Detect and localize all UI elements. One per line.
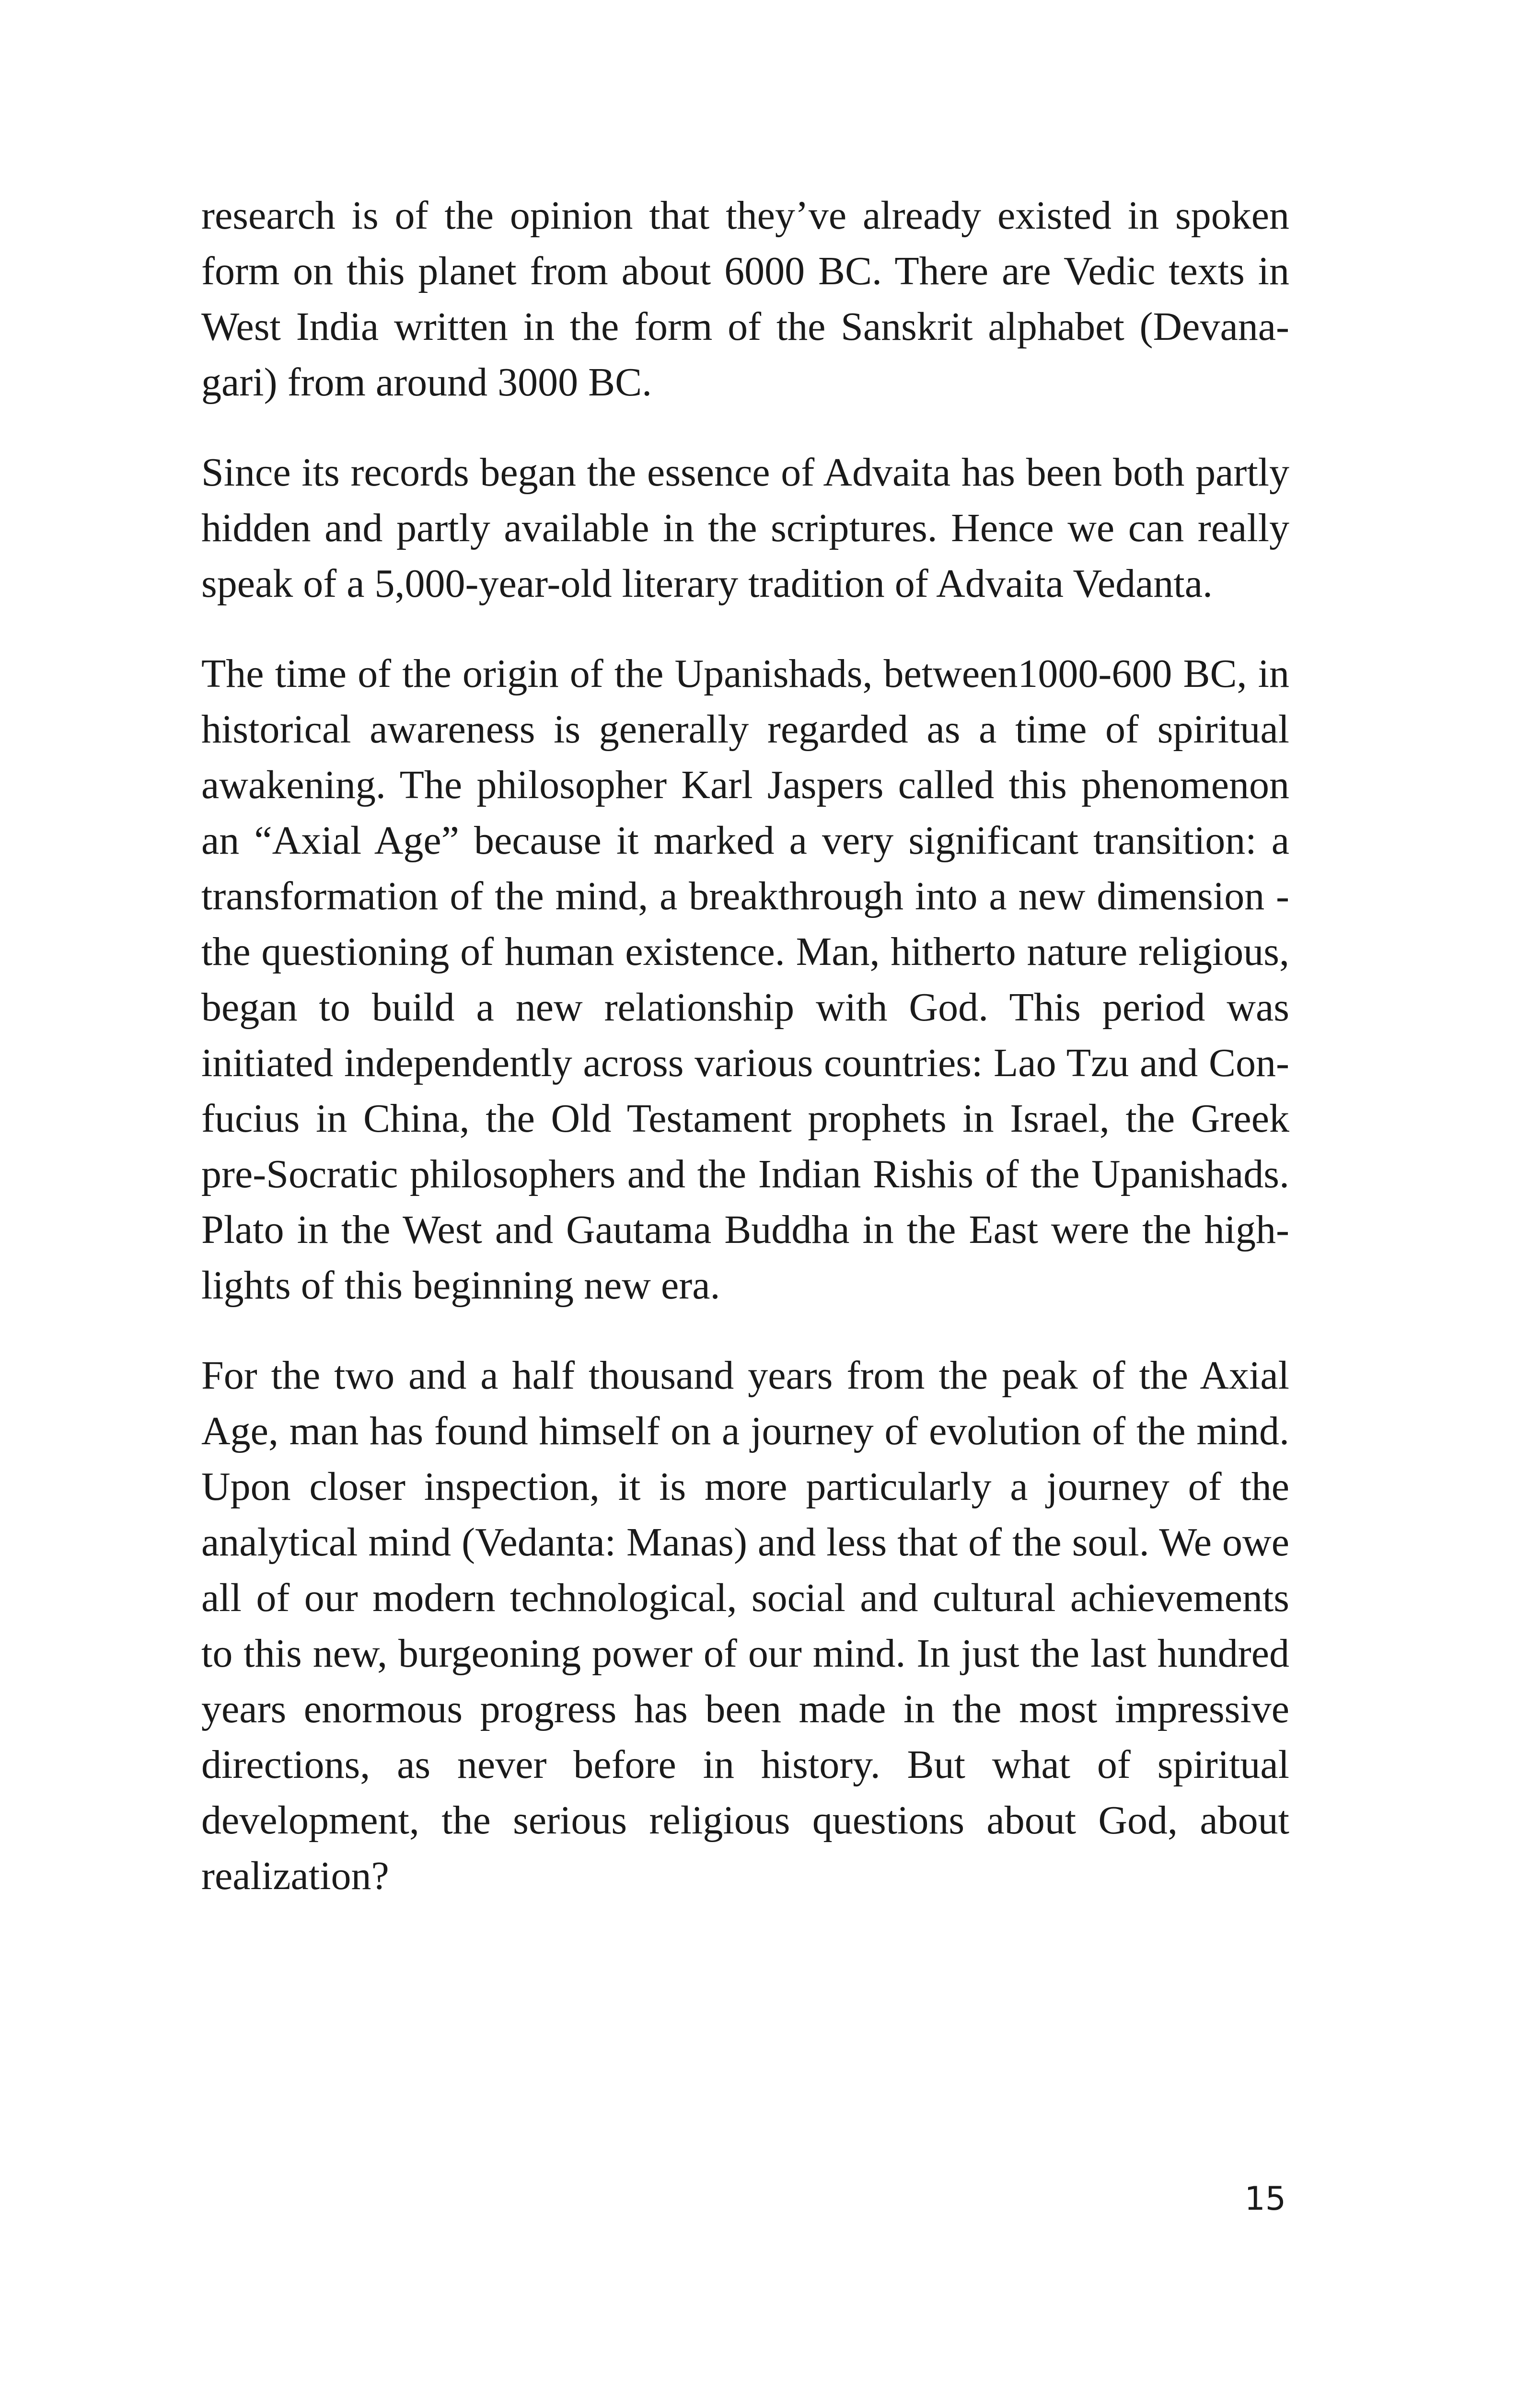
paragraph-4: For the two and a half thousand years from the peak of the Axial Age, man has found himself on a journey of evolution of the mind. Upon closer inspection, it is more particularly a journey of the analytical mind (Vedanta: Manas) and less that of the soul. We owe all of our modern technological, social and cultural achievements to this new, burgeoning power of our mind. In just the last hundred years enormous progress has been made in the most impressive directions, as never before in history. But what of spiritual development, the serious religious questions about God, about realization? [201, 1353, 1289, 1898]
paragraph-2: Since its records began the essence of Advaita has been both partly hidden and partly available in the scriptures. Hence we can really speak of a 5,000-year-old literary tradition of Advaita Vedanta. [201, 450, 1289, 606]
page-number: 15 [1244, 2180, 1286, 2218]
paragraph-1: research is of the opinion that they’ve already existed in spoken form on this planet from about 6000 BC. There are Vedic texts in West India written in the form of the Sanskrit alphabet (Devanagari) from around 3000 BC. [201, 193, 1289, 405]
paragraph-3: The time of the origin of the Upanishads, between1000-600 BC, in historical awareness is generally regarded as a time of spiritual awakening. The philosopher Karl Jaspers called this phenomenon an “Axial Age” because it marked a very significant transition: a transformation of the mind, a breakthrough into a new dimension - the questioning of human existence. Man, hitherto nature religious, began to build a new relationship with God. This period was initiated independently across various countries: Lao Tzu and Confucius in China, the Old Testament prophets in Israel, the Greek pre-Socratic philosophers and the Indian Rishis of the Upanishads. Plato in the West and Gautama Buddha in the East were the highlights of this beginning new era. [201, 651, 1289, 1308]
body-text [201, 188, 1289, 1938]
